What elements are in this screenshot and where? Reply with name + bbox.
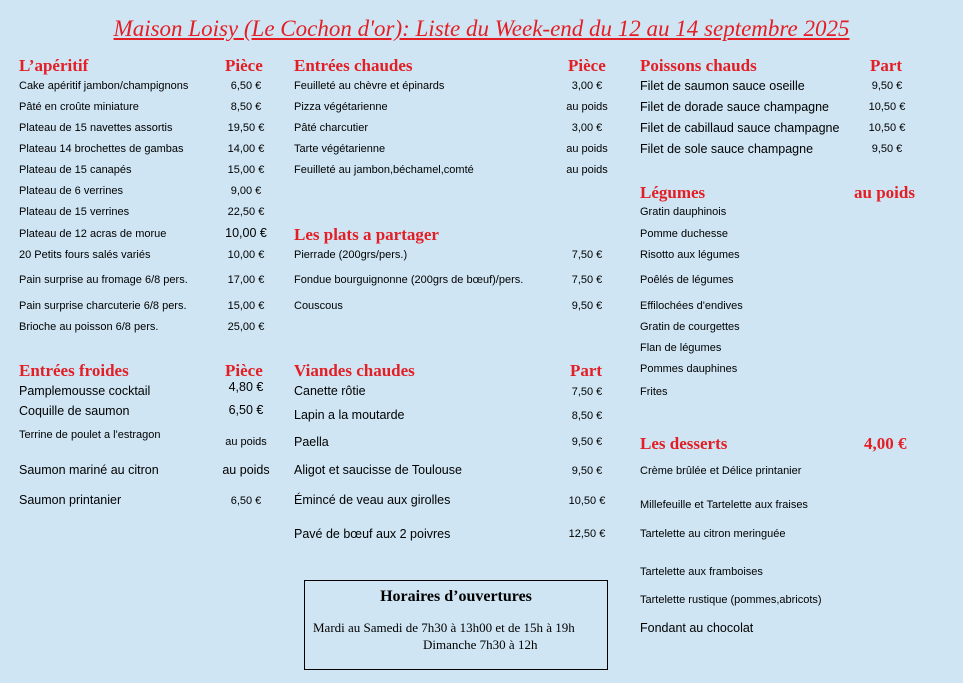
menu-price: au poids (566, 143, 608, 155)
menu-price: 3,00 € (571, 122, 603, 134)
menu-item: Pierrade (200grs/pers.) (294, 249, 408, 261)
menu-item: Pamplemousse cocktail (19, 384, 151, 398)
opening-hours-title: Horaires d’ouvertures (380, 588, 532, 605)
menu-item: Pomme duchesse (640, 228, 729, 240)
menu-item: Cake apéritif jambon/champignons (19, 80, 189, 92)
menu-item: Gratin de courgettes (640, 321, 740, 333)
menu-item: Frites (640, 386, 668, 398)
menu-item: Filet de saumon sauce oseille (640, 79, 805, 93)
menu-item: Fondue bourguignonne (200grs de bœuf)/pers. (294, 274, 524, 286)
menu-item: Émincé de veau aux girolles (294, 493, 451, 507)
menu-price: 10,50 € (868, 122, 906, 134)
menu-price: 9,50 € (571, 465, 603, 477)
opening-hours-weekdays: Mardi au Samedi de 7h30 à 13h00 et de 15h à 19h (313, 620, 575, 635)
menu-price: 10,50 € (568, 495, 606, 507)
menu-item: Lapin a la moutarde (294, 408, 405, 422)
menu-item: Saumon printanier (19, 493, 122, 507)
menu-price: 25,00 € (227, 321, 265, 333)
menu-price: 7,50 € (571, 386, 603, 398)
menu-item: Tartelette rustique (pommes,abricots) (640, 594, 822, 606)
menu-price: 9,50 € (571, 436, 603, 448)
menu-item: Saumon mariné au citron (19, 463, 159, 477)
menu-price: 7,50 € (571, 249, 603, 261)
section-unit-legumes: au poids (854, 183, 915, 202)
menu-item: Plateau de 6 verrines (19, 185, 123, 197)
menu-price: 6,50 € (230, 80, 262, 92)
menu-item: Effilochées d'endives (640, 300, 743, 312)
menu-item: Pizza végétarienne (294, 101, 388, 113)
menu-price: 10,00 € (225, 226, 267, 240)
menu-item: Paella (294, 435, 329, 449)
menu-item: Flan de légumes (640, 342, 722, 354)
menu-price: 10,00 € (227, 249, 265, 261)
menu-price: 15,00 € (227, 300, 265, 312)
menu-item: Pâté charcutier (294, 122, 368, 134)
menu-price: au poids (225, 436, 267, 448)
menu-item: Filet de cabillaud sauce champagne (640, 121, 840, 135)
opening-hours-box (304, 580, 608, 670)
menu-item: Pâté en croûte miniature (19, 101, 139, 113)
menu-price: 6,50 € (228, 403, 264, 417)
menu-price: au poids (566, 164, 608, 176)
menu-item: Pain surprise charcuterie 6/8 pers. (19, 300, 187, 312)
section-unit-entrees-froides: Pièce (225, 361, 263, 380)
section-unit-entrees-chaudes: Pièce (568, 56, 606, 75)
menu-item: Pavé de bœuf aux 2 poivres (294, 527, 451, 541)
menu-item: Pommes dauphines (640, 363, 738, 375)
menu-price: 10,50 € (868, 101, 906, 113)
menu-item: 20 Petits fours salés variés (19, 249, 151, 261)
menu-price: 9,00 € (230, 185, 262, 197)
menu-item: Filet de dorade sauce champagne (640, 100, 830, 114)
menu-price: 6,50 € (230, 495, 262, 507)
menu-price: 8,50 € (230, 101, 262, 113)
section-unit-desserts: 4,00 € (864, 434, 907, 453)
menu-item: Tartelette aux framboises (640, 566, 763, 578)
menu-price: 17,00 € (227, 274, 265, 286)
section-unit-viandes-chaudes: Part (570, 361, 603, 380)
menu-price: 14,00 € (227, 143, 265, 155)
menu-item: Risotto aux légumes (640, 249, 740, 261)
menu-price: 19,50 € (227, 122, 265, 134)
section-title-viandes-chaudes: Viandes chaudes (294, 361, 415, 380)
menu-price: 15,00 € (227, 164, 265, 176)
menu-price: 4,80 € (228, 380, 264, 394)
menu-item: Plateau de 15 verrines (19, 206, 130, 218)
menu-item: Poêlés de légumes (640, 274, 734, 286)
section-title-desserts: Les desserts (640, 434, 728, 453)
menu-price: 8,50 € (571, 410, 603, 422)
menu-item: Plateau 14 brochettes de gambas (19, 143, 184, 155)
menu-item: Filet de sole sauce champagne (640, 142, 814, 156)
menu-item: Coquille de saumon (19, 404, 130, 418)
menu-item: Fondant au chocolat (640, 621, 754, 635)
menu-price: au poids (566, 101, 608, 113)
menu-price: 9,50 € (871, 80, 903, 92)
menu-price: 22,50 € (227, 206, 265, 218)
menu-item: Feuilleté au jambon,béchamel,comté (294, 164, 474, 176)
menu-item: Terrine de poulet a l'estragon (19, 429, 161, 441)
menu-item: Couscous (294, 300, 343, 312)
menu-item: Plateau de 12 acras de morue (19, 228, 167, 240)
menu-price: 9,50 € (571, 300, 603, 312)
menu-item: Plateau de 15 navettes assortis (19, 122, 173, 134)
menu-item: Brioche au poisson 6/8 pers. (19, 321, 159, 333)
menu-price: 7,50 € (571, 274, 603, 286)
section-title-legumes: Légumes (640, 183, 706, 202)
menu-item: Tartelette au citron meringuée (640, 528, 786, 540)
page-title: Maison Loisy (Le Cochon d'or): Liste du Week-end du 12 au 14 septembre 2025 (113, 16, 850, 41)
opening-hours-sunday: Dimanche 7h30 à 12h (423, 637, 538, 652)
menu-item: Gratin dauphinois (640, 206, 727, 218)
menu-item: Millefeuille et Tartelette aux fraises (640, 499, 808, 511)
menu-price: 9,50 € (871, 143, 903, 155)
menu-price: au poids (222, 463, 270, 477)
menu-item: Tarte végétarienne (294, 143, 386, 155)
section-unit-aperitif: Pièce (225, 56, 263, 75)
section-title-entrees-froides: Entrées froides (19, 361, 129, 380)
menu-item: Feuilleté au chèvre et épinards (294, 80, 445, 92)
menu-price: 12,50 € (568, 528, 606, 540)
menu-item: Plateau de 15 canapés (19, 164, 132, 176)
menu-item: Pain surprise au fromage 6/8 pers. (19, 274, 188, 286)
section-title-plats-partager: Les plats a partager (294, 225, 439, 244)
section-title-aperitif: L’apéritif (19, 56, 89, 75)
menu-item: Aligot et saucisse de Toulouse (294, 463, 462, 477)
section-unit-poissons-chauds: Part (870, 56, 903, 75)
menu-item: Canette rôtie (294, 384, 366, 398)
menu-price: 3,00 € (571, 80, 603, 92)
menu-item: Crème brûlée et Délice printanier (640, 465, 802, 477)
section-title-poissons-chauds: Poissons chauds (640, 56, 757, 75)
section-title-entrees-chaudes: Entrées chaudes (294, 56, 413, 75)
